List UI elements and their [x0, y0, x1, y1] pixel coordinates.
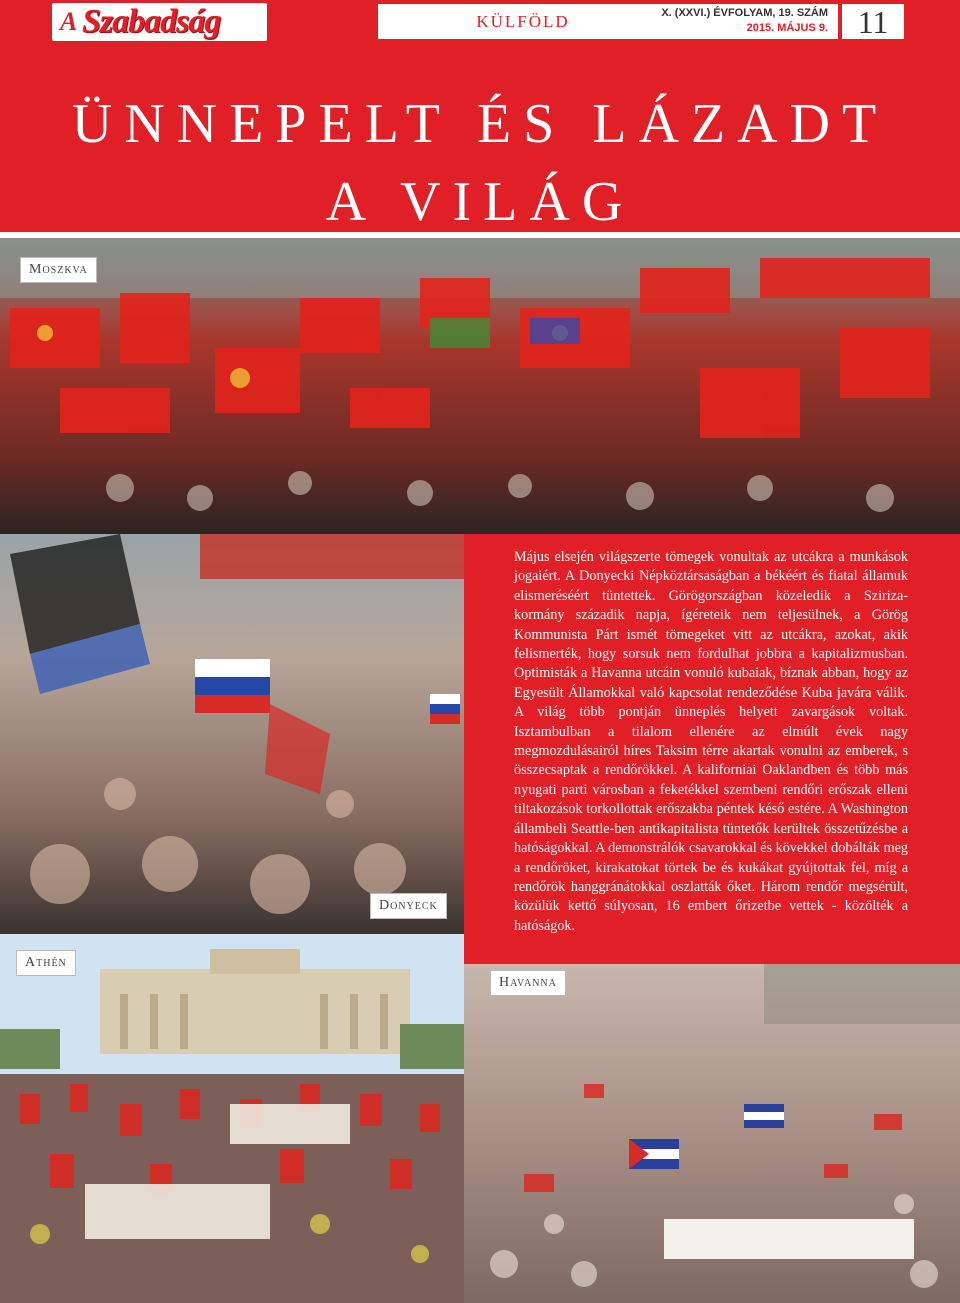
photo-havana — [464, 964, 960, 1303]
photo-athens — [0, 934, 464, 1303]
headline-banner — [0, 44, 960, 232]
issue-info — [661, 4, 838, 39]
issue-volume: X. (XXVI.) ÉVFOLYAM, 19. SZÁM — [661, 7, 828, 19]
havana-crowd-illustration — [464, 964, 960, 1303]
issue-date: 2015. MÁJUS 9. — [746, 22, 828, 34]
section-box — [378, 4, 668, 39]
logo-prefix: A — [60, 7, 78, 36]
athens-crowd-illustration — [0, 934, 464, 1303]
section-label: KÜLFÖLD — [476, 12, 570, 31]
photo-donetsk — [0, 534, 464, 934]
newspaper-logo — [52, 3, 267, 41]
article-panel — [464, 534, 960, 964]
donetsk-crowd-illustration — [0, 534, 464, 934]
caption-moscow: Moszkva — [20, 257, 97, 283]
article-body: Május elsején világszerte tömegek vonultak az utcákra a munkások jogaiért. A Donyecki Népköztársaságban a békéért és fiatal államuk elismeréséért tüntettek. Görögországban közeledik a Sziriza-kormány századik napja, ígéreteik nem teljesülnek, a Görög Kommunista Párt ismét tömegeket vitt az utcákra, azokat, akik felismerték, hogy sorsuk nem fordulhat jobbra a kapitalizmusban. Optimisták a Havanna utcáin vonuló kubaiak, bíznak abban, hogy az Egyesült Államokkal való kapcsolat rendeződése Kuba javára válik. A világ több pontján ünneplés helyett zavargások voltak. Isztambulban a tilalom ellenére az elmúlt évek nagy megmozdulásairól híres Taksim térre akartak vonulni az emberek, s összecsaptak a rendőrökkel. A kaliforniai Oaklandben és több más nyugati parti városban a feketékkel szembeni rendőri erőszak elleni tiltakozások torkollottak erőszakba péntek késő estére. A Washington állambeli Seattle-ben antikapitalista tüntetők kerültek összetűzésbe a hatóságokkal. A demonstrálók csavarokkal és kövekkel dobálták meg a rendőröket, kirakatokat törtek be és kukákat gyújtottak fel, míg a rendőrök hanggránátokkal oszlatták őket. Három rendőr megsérült, közülük kettő súlyosan, 16 embert őrizetbe vettek - közölték a hatóságok. — [514, 549, 908, 934]
page-number-box — [842, 4, 904, 39]
moscow-crowd-illustration — [0, 238, 960, 534]
headline-line-1: ÜNNEPELT ÉS LÁZADT — [71, 93, 889, 155]
headline-line-2: A VILÁG — [325, 171, 635, 233]
page-header — [0, 0, 960, 44]
photo-moscow — [0, 238, 960, 534]
caption-athens: Athén — [16, 950, 76, 976]
caption-havana: Havanna — [490, 970, 566, 996]
page-number: 11 — [857, 4, 889, 40]
caption-donetsk: Donyeck — [370, 893, 447, 919]
logo-name: Szabadság — [82, 3, 221, 40]
